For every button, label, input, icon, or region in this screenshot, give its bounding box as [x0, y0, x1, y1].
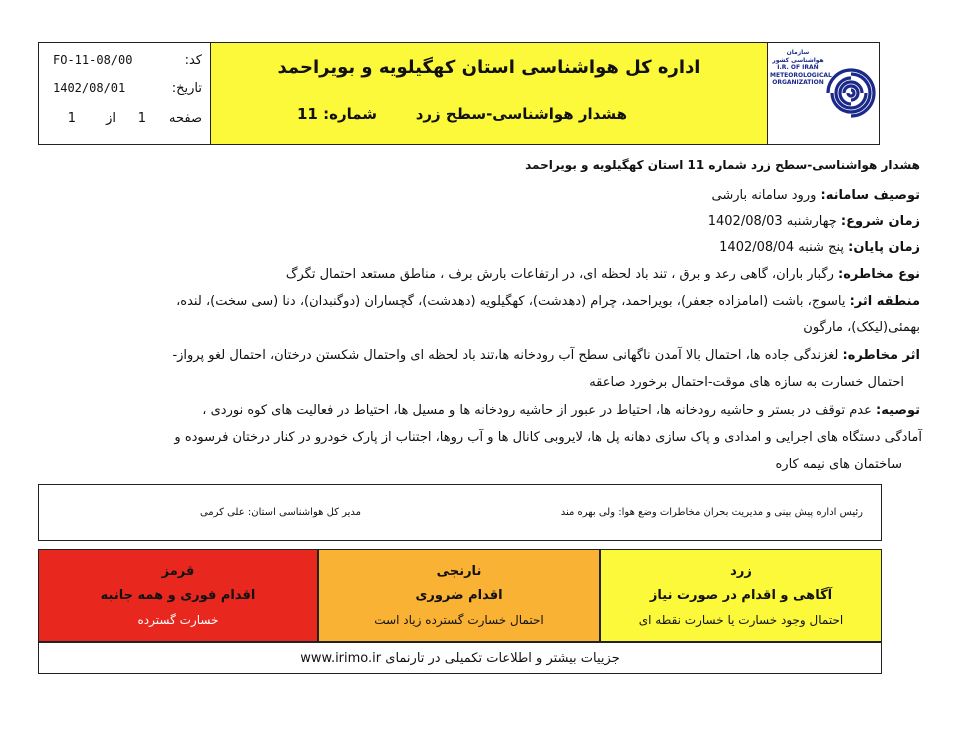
system-label: توصیف سامانه: [820, 188, 920, 203]
irimo-logo [768, 43, 879, 144]
logo-line: ORGANIZATION [772, 79, 824, 86]
date-label: تاریخ: [171, 81, 202, 96]
advice-line-3: ساختمان های نیمه کاره [775, 457, 902, 472]
logo-line: METEOROLOGICAL [770, 71, 832, 79]
logo-line: I.R. OF IRAN [777, 64, 819, 71]
level-name: زرد [730, 564, 752, 579]
page-current: 1 [137, 111, 146, 126]
end-line [719, 240, 920, 255]
code-row [47, 53, 202, 75]
footer-text: جزییات بیشتر و اطلاعات تکمیلی در تارنمای [385, 651, 620, 666]
level-action: آگاهی و اقدام در صورت نیاز [649, 588, 833, 603]
level-red [38, 549, 318, 642]
level-action: اقدام فوری و همه جانبه [100, 588, 256, 603]
advice-value: عدم توقف در بستر و حاشیه رودخانه ها، احتیاط در عبور از حاشیه رودخانه ها و مسیل ها، احتیاط در فعالیت های کوه نوردی ، [202, 403, 872, 418]
crisis-name: ولی بهره مند [560, 507, 616, 518]
logo-text [770, 49, 832, 87]
spiral-logo-icon [826, 55, 876, 133]
date-row [47, 81, 202, 103]
start-label: زمان شروع: [840, 214, 920, 229]
signature-box [38, 484, 882, 541]
page-of: از [106, 111, 116, 126]
end-value: پنج شنبه 1402/08/04 [719, 240, 844, 255]
start-value: چهارشنبه 1402/08/03 [707, 214, 837, 229]
director-title: مدیر کل هواشناسی استان: [247, 507, 361, 518]
hazard-label: نوع مخاطره: [838, 267, 920, 282]
header-title-box [211, 43, 768, 144]
warning-title: هشدار هواشناسی-سطح زرد [415, 105, 627, 123]
director-name: علی کرمی [199, 507, 245, 518]
system-value: ورود سامانه بارشی [711, 188, 817, 203]
code-value: FO-11-08/00 [53, 53, 133, 67]
system-line [712, 188, 920, 203]
level-name: قرمز [161, 564, 195, 579]
page-row [47, 111, 202, 133]
level-action: اقدام ضروری [415, 588, 503, 603]
advice-line-2: آمادگی دستگاه های اجرایی و امدادی و پاک سازی دهانه پل ها، لایروبی کانال ها و آب روها، اجتناب از پارک خودرو در کنار درختان فرسوده و [174, 430, 922, 445]
director-signature [200, 507, 361, 518]
page-total: 1 [67, 111, 76, 126]
level-desc: احتمال خسارت گسترده زیاد است [374, 613, 544, 627]
effect-line [172, 348, 920, 363]
effect-label: اثر مخاطره: [842, 348, 920, 363]
hazard-value: رگبار باران، گاهی رعد و برق ، تند باد لحظه ای، در ارتفاعات بارش برف ، مناطق مستعد احتمال تگرگ [285, 267, 834, 282]
level-desc: خسارت گسترده [137, 613, 219, 627]
crisis-title: رئیس اداره پیش بینی و مدیریت بحران مخاطرات وضع هوا: [618, 507, 863, 518]
page-label: صفحه [169, 111, 202, 126]
level-desc: احتمال وجود خسارت یا خسارت نقطه ای [638, 613, 844, 627]
advice-label: توصیه: [876, 403, 920, 418]
warning-number: شماره: 11 [297, 105, 378, 123]
region-value: یاسوج، باشت (امامزاده جعفر)، بویراحمد، چرام (دهدشت)، کهگیلویه (دهدشت)، گچساران (دوگنبدان)، دنا (سی سخت)، لنده، [176, 294, 846, 309]
start-line [708, 214, 920, 229]
date-value: 1402/08/01 [53, 81, 126, 95]
end-label: زمان پایان: [848, 240, 920, 255]
hazard-line [286, 267, 920, 282]
footer-note [38, 642, 882, 674]
advice-line [202, 403, 920, 418]
effect-value: لغزندگی جاده ها، احتمال بالا آمدن ناگهانی سطح آب رودخانه ها،تند باد لحظه ای واحتمال شکستن درختان، احتمال لغو پرواز- [172, 348, 839, 363]
document-header [38, 42, 880, 145]
crisis-signature [561, 507, 863, 518]
footer-url-link[interactable]: www.irimo.ir [300, 651, 382, 666]
effect-line-2: احتمال خسارت به سازه های موقت-احتمال برخورد صاعقه [589, 375, 904, 390]
header-meta-box [39, 43, 211, 144]
level-orange [318, 549, 600, 642]
region-line-2: بهمئی(لیکک)، مارگون [803, 320, 920, 335]
level-name: نارنجی [436, 564, 482, 579]
body-heading: هشدار هواشناسی-سطح زرد شماره 11 استان کهگیلویه و بویراحمد [525, 158, 920, 172]
code-label: کد: [184, 53, 202, 68]
region-line [176, 294, 920, 309]
region-label: منطقه اثر: [849, 294, 920, 309]
logo-line: سازمان هواشناسی کشور [772, 49, 824, 64]
org-title: اداره کل هواشناسی استان کهگیلویه و بویراحمد [277, 57, 701, 78]
level-yellow [600, 549, 882, 642]
